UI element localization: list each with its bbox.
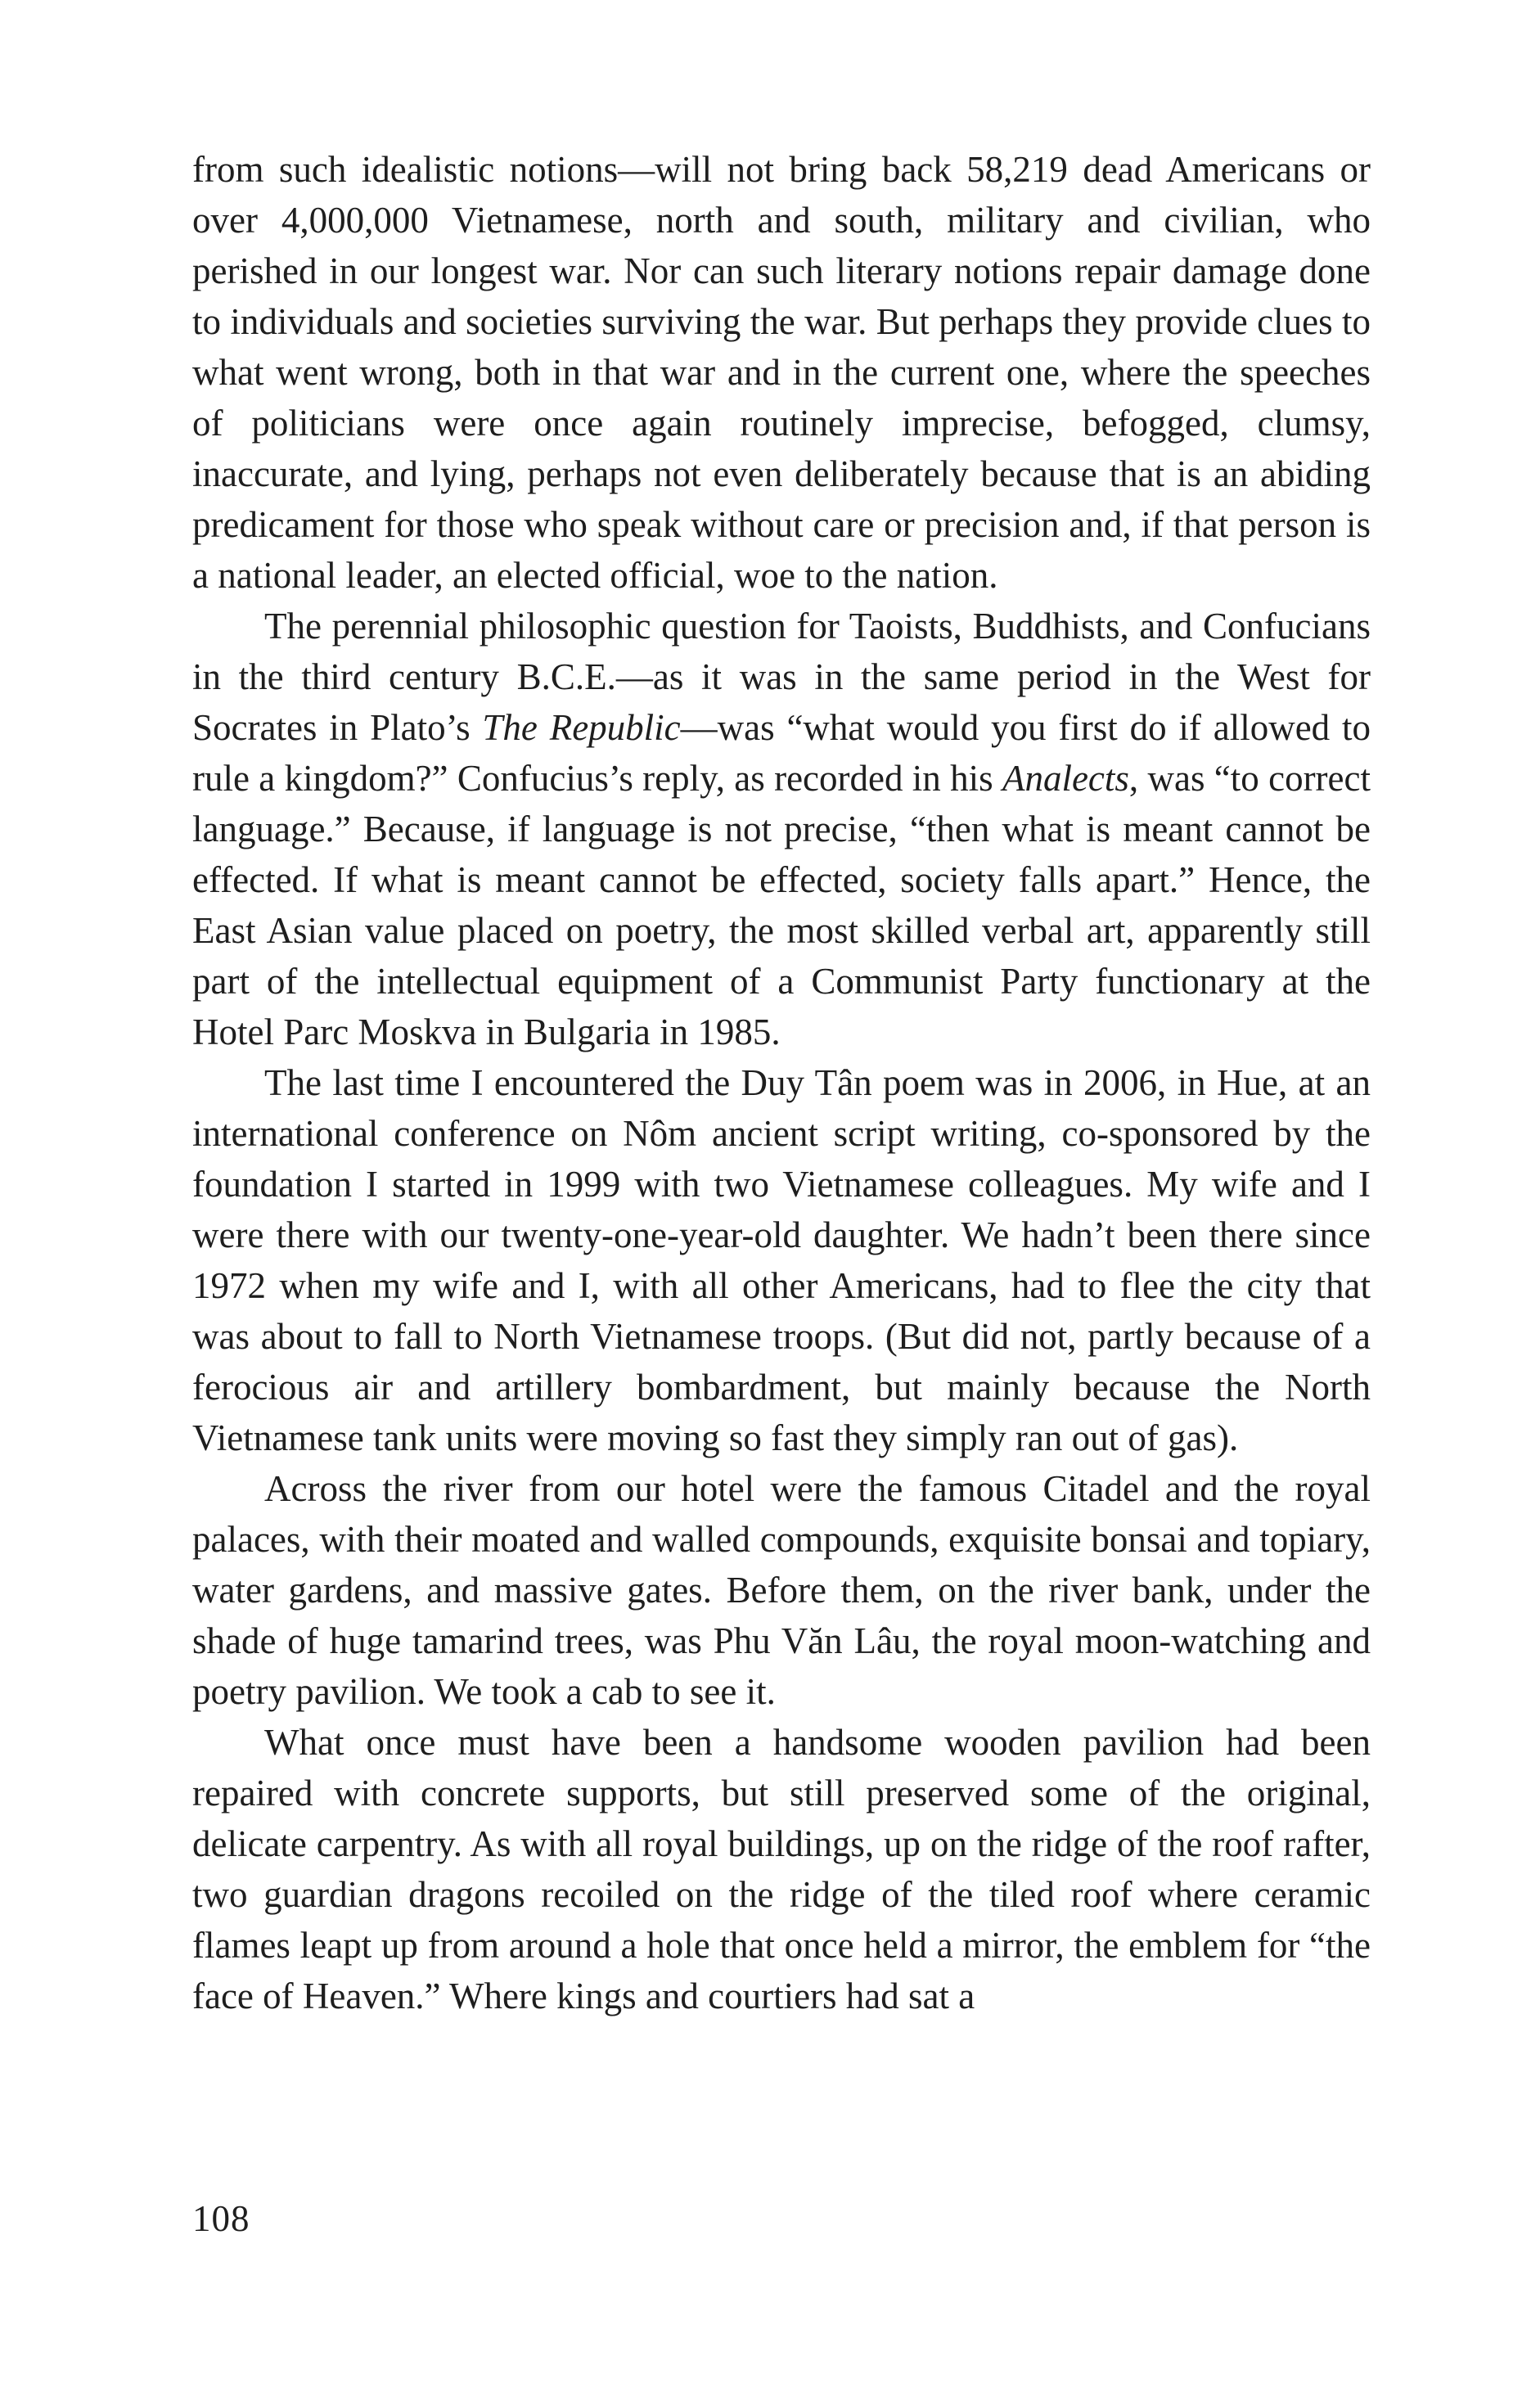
paragraph-2-text-b: —was “what would you first do if allowed to rule a kingdom?” Confucius’s reply, as recorded in his [192, 707, 1371, 799]
page-number: 108 [192, 2198, 250, 2239]
book-title-analects: Analects [1002, 758, 1129, 799]
paragraph-2-text-c: , was “to correct language.” Because, if language is not precise, “then what is meant cannot be effected. If what is meant cannot be effected, society falls apart.” Hence, the East Asian value placed on poetry, the most skilled verbal art, apparently still part of the intellectual equipment of a Communist Party functionary at the Hotel Parc Moskva in Bulgaria in 1985. [192, 758, 1371, 1052]
paragraph-2-text-a: The perennial philosophic question for Taoists, Buddhists, and Confucians in the third century B.C.E.—as it was in the same period in the West for Socrates in Plato’s [192, 606, 1371, 748]
book-title-the-republic: The Republic [482, 707, 681, 748]
paragraph-5-text: What once must have been a handsome wooden pavilion had been repaired with concrete supports, but still preserved some of the original, delicate carpentry. As with all royal buildings, up on the ridge of the roof rafter, two guardian dragons recoiled on the ridge of the tiled roof where ceramic flames leapt up from around a hole that once held a mirror, the emblem for “the face of Heaven.” Where kings and courtiers had sat a [192, 1722, 1371, 2016]
paragraph-3 [192, 1057, 1371, 1463]
body-text [192, 144, 1371, 2021]
paragraph-1 [192, 144, 1371, 601]
paragraph-2 [192, 601, 1371, 1057]
paragraph-3-text: The last time I encountered the Duy Tân poem was in 2006, in Hue, at an international conference on Nôm ancient script writing, co-sponsored by the foundation I started in 1999 with two Vietnamese colleagues. My wife and I were there with our twenty-one-year-old daughter. We hadn’t been there since 1972 when my wife and I, with all other Americans, had to flee the city that was about to fall to North Vietnamese troops. (But did not, partly because of a ferocious air and artillery bombardment, but mainly because the North Vietnamese tank units were moving so fast they simply ran out of gas). [192, 1062, 1371, 1458]
paragraph-4 [192, 1463, 1371, 1717]
paragraph-4-text: Across the river from our hotel were the famous Citadel and the royal palaces, with their moated and walled compounds, exquisite bonsai and topiary, water gardens, and massive gates. Before them, on the river bank, under the shade of huge tamarind trees, was Phu Văn Lâu, the royal moon-watching and poetry pavilion. We took a cab to see it. [192, 1468, 1371, 1712]
paragraph-5 [192, 1717, 1371, 2021]
paragraph-1-text: from such idealistic notions—will not bring back 58,219 dead Americans or over 4,000,000 Vietnamese, north and south, military and civilian, who perished in our longest war. Nor can such literary notions repair damage done to individuals and societies surviving the war. But perhaps they provide clues to what went wrong, both in that war and in the current one, where the speeches of politicians were once again routinely imprecise, befogged, clumsy, inaccurate, and lying, perhaps not even deliberately because that is an abiding predicament for those who speak without care or precision and, if that person is a national leader, an elected official, woe to the nation. [192, 149, 1371, 596]
